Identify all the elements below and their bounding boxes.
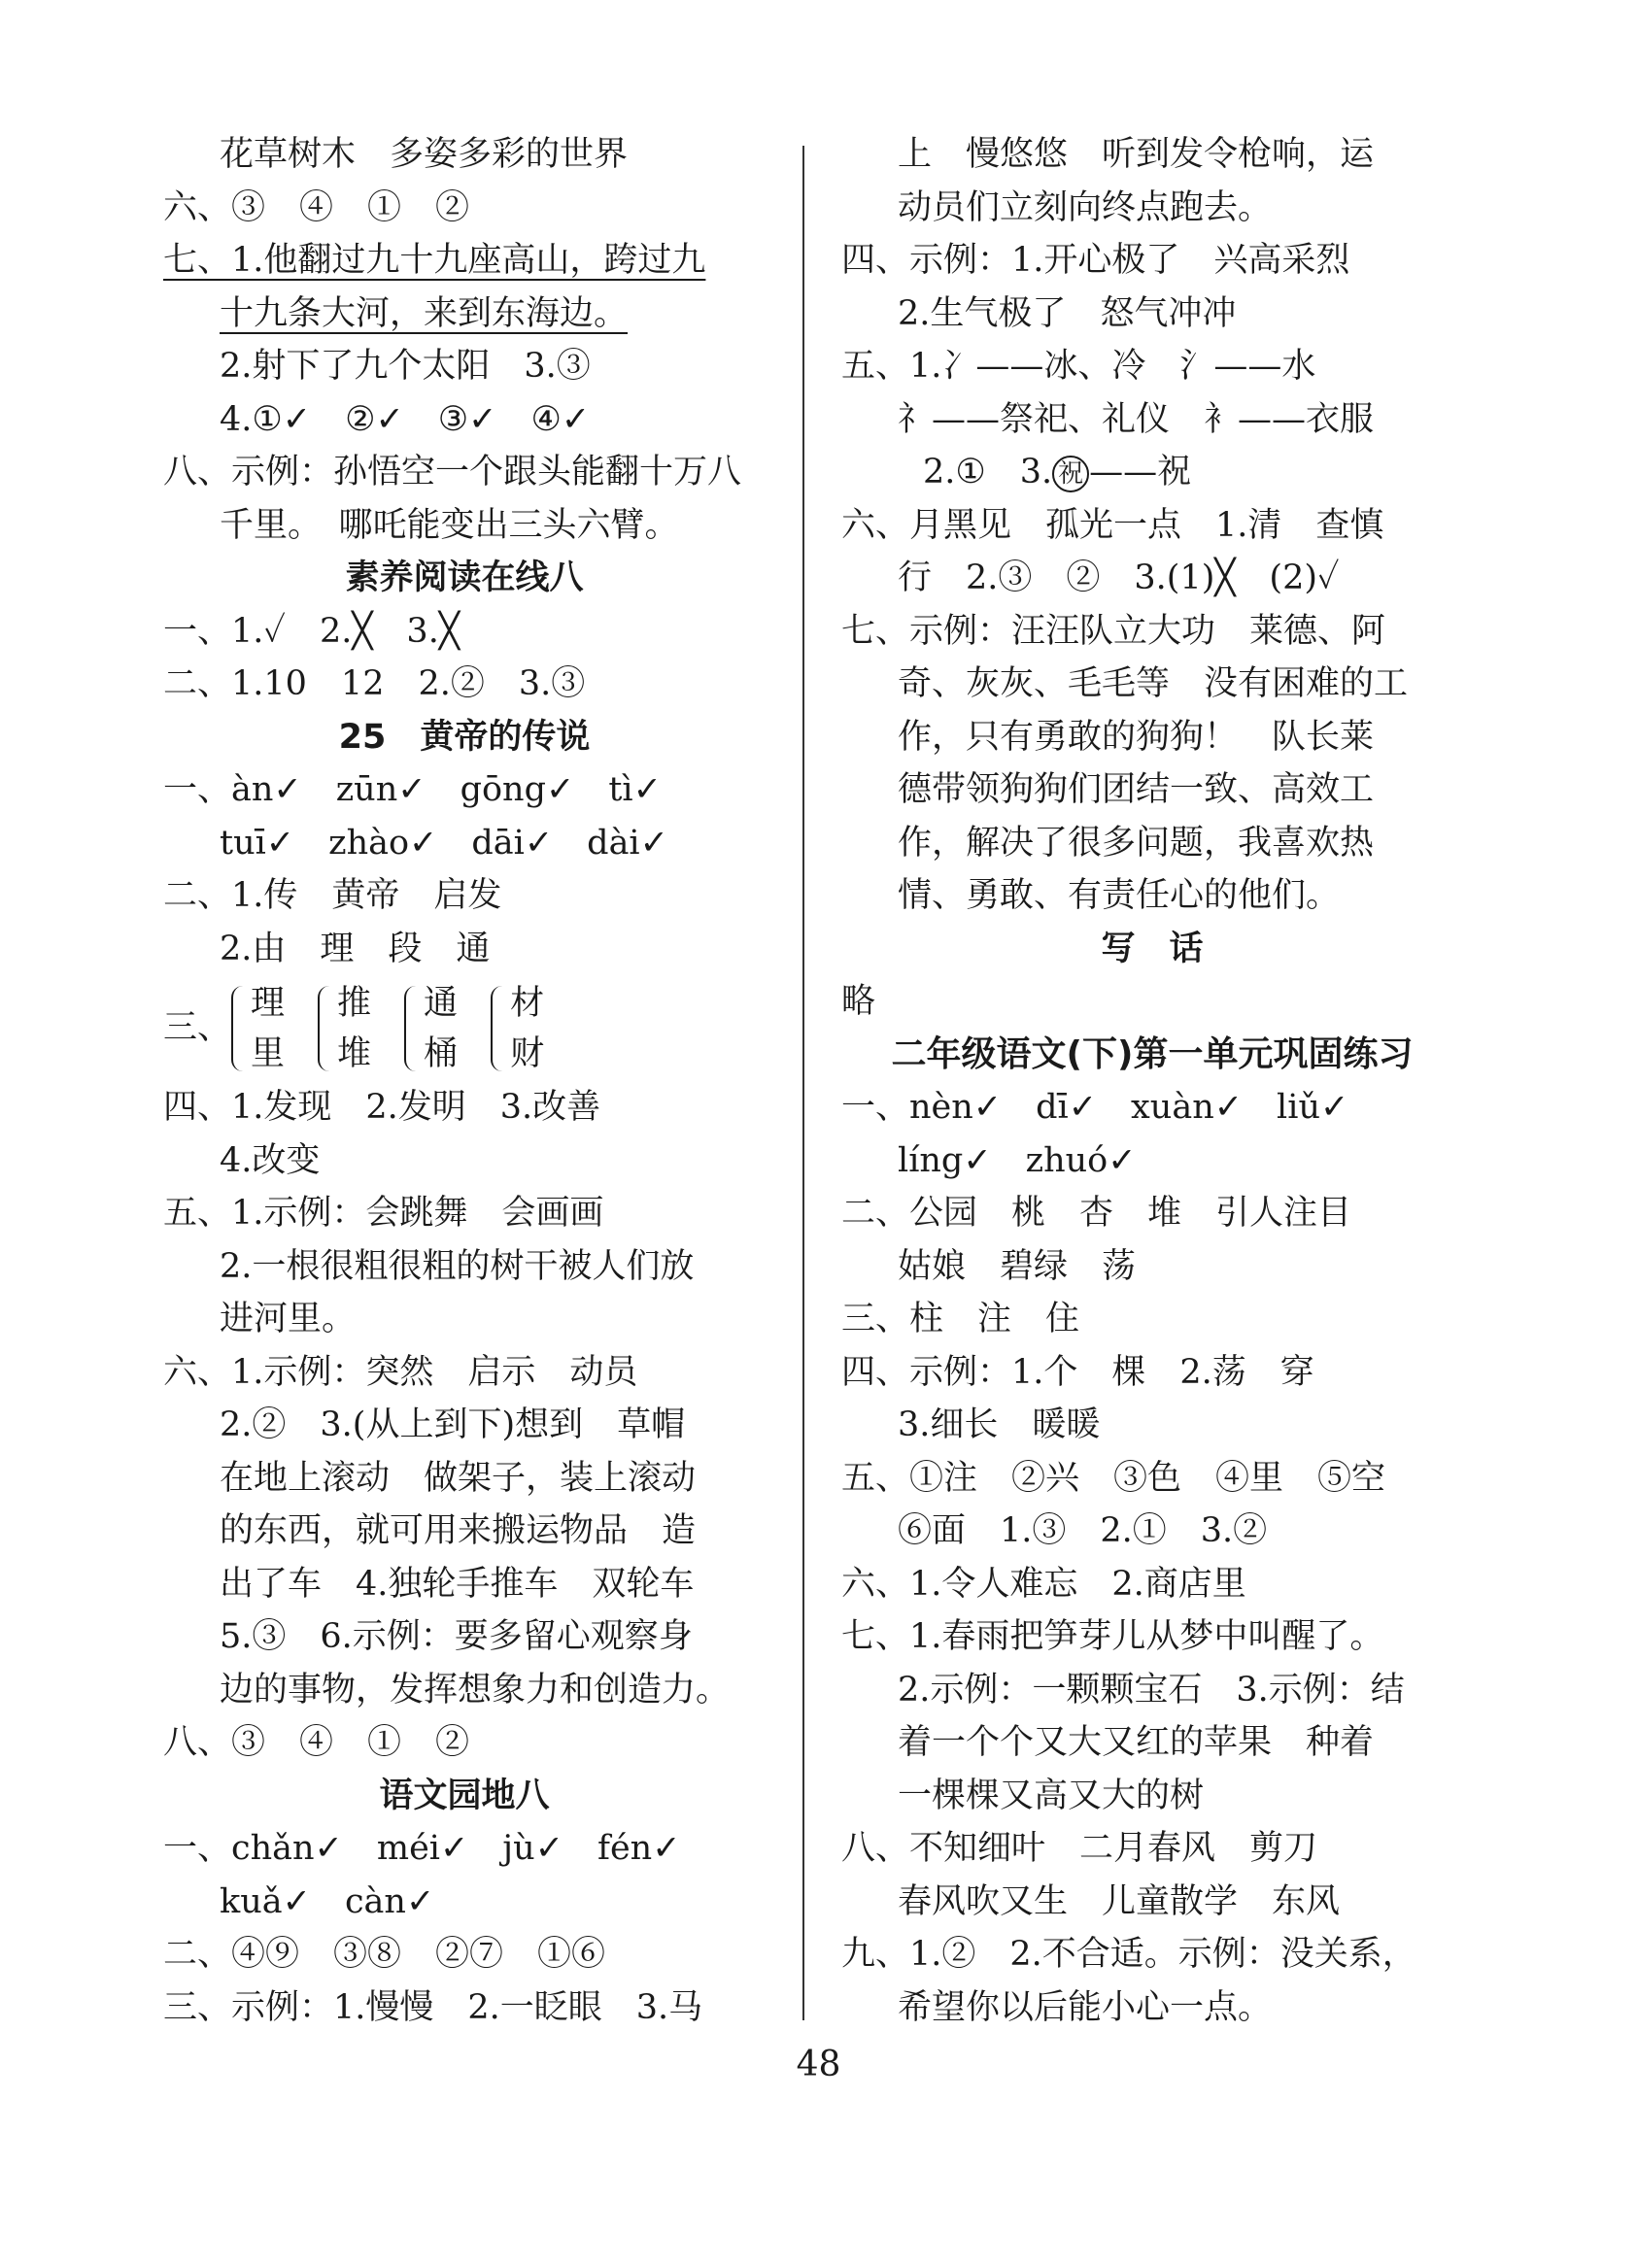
answer-line <box>841 975 1463 1029</box>
answer-line <box>163 1240 766 1294</box>
answer-text: 六、③ ④ ① ② <box>163 187 470 227</box>
answer-text: ——祝 <box>1089 453 1192 491</box>
brace-item: 里 <box>251 1033 286 1073</box>
answer-text: 七、示例：汪汪队立大功 莱德、阿 <box>841 611 1386 651</box>
brace-item: 通 <box>424 983 459 1023</box>
answer-line <box>163 605 766 659</box>
brace-answer-row <box>163 975 766 1081</box>
answer-text: 2.一根很粗很粗的树干被人们放 <box>220 1246 695 1286</box>
answer-text: tuī✓ zhào✓ dāi✓ dài✓ <box>220 823 668 863</box>
answer-text: 千里。 哪吒能变出三头六臂。 <box>220 505 679 545</box>
answer-line <box>163 869 766 923</box>
section-heading <box>163 552 766 605</box>
answer-line <box>841 658 1463 711</box>
answer-text: 2.② 3.(从上到下)想到 草帽 <box>220 1405 686 1444</box>
answer-text: kuǎ✓ càn✓ <box>220 1881 435 1921</box>
answer-text: 花草树木 多姿多彩的世界 <box>220 135 629 174</box>
answer-line <box>163 1081 766 1134</box>
answer-text: 出了车 4.独轮手推车 双轮车 <box>220 1564 695 1604</box>
answer-text: 春风吹又生 儿童散学 东风 <box>898 1881 1341 1921</box>
right-column <box>841 128 1463 2034</box>
answer-line <box>163 1187 766 1240</box>
brace-glyph <box>318 986 331 1071</box>
answer-text: 一棵棵又高又大的树 <box>898 1776 1205 1815</box>
answer-line <box>163 1558 766 1611</box>
answer-text: 四、示例：1.个 棵 2.荡 穿 <box>841 1352 1314 1392</box>
answer-line <box>841 128 1463 182</box>
answer-line <box>163 288 766 341</box>
answer-line <box>841 1505 1463 1558</box>
column-divider <box>802 146 804 2020</box>
answer-text: 二、1.传 黄帝 启发 <box>163 876 502 915</box>
answer-line <box>841 1558 1463 1611</box>
answer-line <box>841 869 1463 923</box>
answer-line <box>163 658 766 711</box>
answer-line <box>841 552 1463 605</box>
answer-line <box>163 1610 766 1664</box>
answer-line <box>841 1981 1463 2035</box>
answer-line <box>841 1716 1463 1770</box>
answer-text: 九、1.② 2.不合适。示例：没关系， <box>841 1935 1416 1974</box>
section-heading <box>841 1029 1463 1082</box>
answer-text: 五、1.示例：会跳舞 会画画 <box>163 1194 604 1233</box>
answer-text: 八、示例：孙悟空一个跟头能翻十万八 <box>163 453 742 491</box>
answer-line <box>163 1876 766 1929</box>
brace-item: 财 <box>510 1033 545 1073</box>
answer-line <box>163 1928 766 1981</box>
answer-text: 作，解决了很多问题，我喜欢热 <box>898 823 1375 863</box>
circled-character: 祝 <box>1052 456 1089 492</box>
answer-text: 姑娘 碧绿 荡 <box>898 1246 1137 1286</box>
answer-text: 七、1.他翻过九十九座高山，跨过九 <box>163 241 706 280</box>
answer-text: 情、勇敢、有责任心的他们。 <box>898 876 1341 915</box>
brace-group <box>231 978 285 1079</box>
answer-line <box>163 923 766 976</box>
answer-line <box>163 128 766 182</box>
left-column <box>163 128 766 2034</box>
answer-label: 三、 <box>163 1008 232 1048</box>
answer-line <box>841 1399 1463 1452</box>
section-heading <box>841 923 1463 976</box>
answer-line <box>841 1452 1463 1506</box>
answer-text: 作，只有勇敢的狗狗！ 队长莱 <box>898 717 1375 757</box>
brace-item: 推 <box>337 983 372 1023</box>
answer-text: 二、公园 桃 杏 堆 引人注目 <box>841 1194 1352 1233</box>
brace-item: 材 <box>510 983 545 1023</box>
answer-line <box>841 605 1463 659</box>
answer-line <box>163 1716 766 1770</box>
answer-line <box>163 1134 766 1188</box>
answer-line <box>163 182 766 235</box>
answer-text: 略 <box>841 982 876 1021</box>
brace-glyph <box>231 986 245 1071</box>
heading-text: 25 黄帝的传说 <box>338 717 591 757</box>
answer-line <box>841 1928 1463 1981</box>
answer-text: 六、1.令人难忘 2.商店里 <box>841 1564 1246 1604</box>
answer-text: 动员们立刻向终点跑去。 <box>898 187 1273 227</box>
answer-text: 着一个个又大又红的苹果 种着 <box>898 1723 1375 1762</box>
answer-line <box>163 234 766 288</box>
answer-text: 六、月黑见 孤光一点 1.清 查慎 <box>841 505 1384 545</box>
brace-group <box>404 978 458 1079</box>
answer-line <box>841 1610 1463 1664</box>
answer-text: 八、不知细叶 二月春风 剪刀 <box>841 1829 1318 1868</box>
answer-text: 一、nèn✓ dī✓ xuàn✓ liǔ✓ <box>841 1088 1349 1127</box>
answer-text: 4.①✓ ②✓ ③✓ ④✓ <box>220 399 591 439</box>
answer-line <box>841 234 1463 288</box>
answer-line <box>163 1822 766 1876</box>
answer-line <box>163 1346 766 1400</box>
answer-text: 礻——祭祀、礼仪 衤——衣服 <box>898 399 1375 439</box>
answer-line <box>841 1822 1463 1876</box>
answer-line <box>163 763 766 817</box>
page-number: 48 <box>796 2045 841 2084</box>
brace-group <box>491 978 544 1079</box>
brace-item: 桶 <box>424 1033 459 1073</box>
answer-text: 三、示例：1.慢慢 2.一眨眼 3.马 <box>163 1987 703 2027</box>
heading-text: 二年级语文(下)第一单元巩固练习 <box>891 1033 1414 1074</box>
answer-line <box>841 817 1463 870</box>
answer-text: 德带领狗狗们团结一致、高效工 <box>898 770 1375 809</box>
answer-line <box>841 446 1463 499</box>
answer-text: 2.① 3. <box>923 453 1053 491</box>
answer-line <box>841 1876 1463 1929</box>
answer-text: 一、àn✓ zūn✓ gōng✓ tì✓ <box>163 770 662 809</box>
answer-text: ⑥面 1.③ 2.① 3.② <box>898 1511 1268 1550</box>
heading-text: 素养阅读在线八 <box>345 559 584 597</box>
answer-line <box>841 393 1463 447</box>
heading-text: 写 话 <box>1101 929 1204 968</box>
brace-group <box>318 978 371 1079</box>
answer-line <box>163 446 766 499</box>
answer-text: 在地上滚动 做架子，装上滚动 <box>220 1458 697 1498</box>
answer-line <box>841 1187 1463 1240</box>
answer-line <box>841 1770 1463 1823</box>
answer-text: 上 慢悠悠 听到发令枪响，运 <box>898 135 1375 174</box>
answer-text: 五、①注 ②兴 ③色 ④里 ⑤空 <box>841 1458 1386 1498</box>
heading-text: 语文园地八 <box>379 1776 550 1815</box>
answer-text: 三、柱 注 住 <box>841 1300 1080 1338</box>
answer-line <box>163 393 766 447</box>
brace-item: 理 <box>251 983 286 1023</box>
answer-line <box>841 763 1463 817</box>
answer-text: 进河里。 <box>220 1300 357 1338</box>
answer-line <box>841 1240 1463 1294</box>
answer-text: 3.细长 暖暖 <box>898 1405 1101 1444</box>
answer-line <box>163 1505 766 1558</box>
answer-text: 五、1.冫——冰、冷 氵——水 <box>841 347 1316 386</box>
answer-line <box>841 711 1463 764</box>
answer-line <box>841 1134 1463 1188</box>
answer-line <box>841 499 1463 553</box>
answer-text: 希望你以后能小心一点。 <box>898 1987 1273 2027</box>
answer-text: 2.射下了九个太阳 3.③ <box>220 347 591 386</box>
answer-text: 2.由 理 段 通 <box>220 929 491 968</box>
answer-text: 七、1.春雨把笋芽儿从梦中叫醒了。 <box>841 1617 1384 1656</box>
answer-line <box>841 340 1463 393</box>
answer-line <box>841 1293 1463 1346</box>
answer-text: 二、④⑨ ③⑧ ②⑦ ①⑥ <box>163 1935 606 1974</box>
answer-text: 的东西，就可用来搬运物品 造 <box>220 1511 697 1550</box>
brace-item: 堆 <box>337 1033 372 1073</box>
answer-text: 4.改变 <box>220 1140 321 1180</box>
answer-line <box>841 1081 1463 1134</box>
answer-line <box>163 340 766 393</box>
answer-text: 八、③ ④ ① ② <box>163 1723 470 1762</box>
section-heading <box>163 1770 766 1823</box>
answer-text: 十九条大河，来到东海边。 <box>220 293 629 333</box>
answer-line <box>163 1981 766 2035</box>
answer-line <box>841 182 1463 235</box>
brace-glyph <box>404 986 418 1071</box>
answer-text: 边的事物，发挥想象力和创造力。 <box>220 1670 731 1709</box>
answer-text: 六、1.示例：突然 启示 动员 <box>163 1352 638 1392</box>
answer-line <box>163 1664 766 1717</box>
answer-text: 2.示例：一颗颗宝石 3.示例：结 <box>898 1670 1405 1709</box>
brace-glyph <box>491 986 504 1071</box>
answer-text: líng✓ zhuó✓ <box>898 1140 1137 1180</box>
section-heading <box>163 711 766 764</box>
answer-line <box>163 499 766 553</box>
answer-text: 5.③ 6.示例：要多留心观察身 <box>220 1617 693 1656</box>
answer-text: 一、1.✓ 2.╳ 3.╳ <box>163 611 460 651</box>
answer-line <box>163 817 766 870</box>
answer-text: 四、1.发现 2.发明 3.改善 <box>163 1088 601 1127</box>
answer-text: 一、chǎn✓ méi✓ jù✓ fén✓ <box>163 1829 681 1868</box>
answer-text: 行 2.③ ② 3.(1)╳ (2)✓ <box>898 559 1340 597</box>
answer-text: 2.生气极了 怒气冲冲 <box>898 293 1237 333</box>
answer-line <box>841 288 1463 341</box>
answer-line <box>163 1399 766 1452</box>
answer-text: 奇、灰灰、毛毛等 没有困难的工 <box>898 664 1409 703</box>
answer-text: 四、示例：1.开心极了 兴高采烈 <box>841 241 1350 280</box>
answer-line <box>163 1452 766 1506</box>
answer-line <box>163 1293 766 1346</box>
answer-line <box>841 1664 1463 1717</box>
answer-text: 二、1.10 12 2.② 3.③ <box>163 664 586 703</box>
answer-line <box>841 1346 1463 1400</box>
